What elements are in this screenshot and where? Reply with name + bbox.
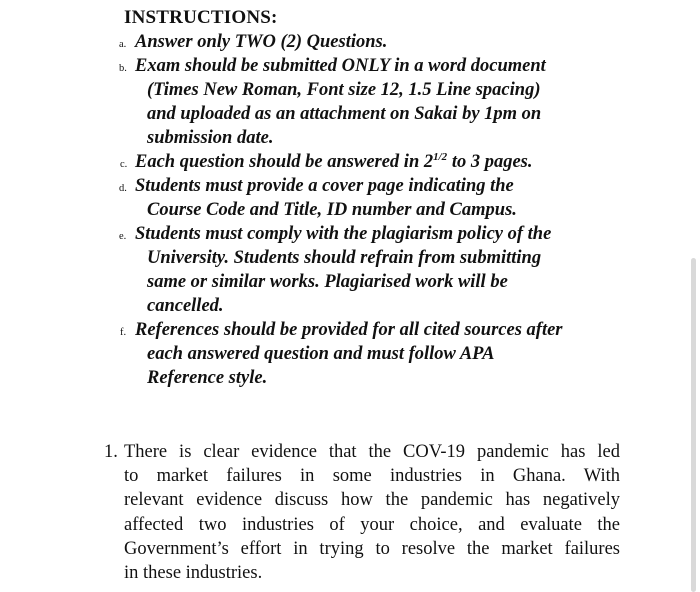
question-number: 1. [104,442,118,462]
instruction-line: same or similar works. Plagiarised work will be [147,272,508,292]
instruction-line: Answer only TWO (2) Questions. [135,32,388,52]
vertical-scrollbar[interactable] [691,258,696,592]
question-line: in these industries. [124,563,263,584]
question-1 [0,440,700,585]
instruction-line: each answered question and must follow APA [147,344,495,364]
instruction-line: Exam should be submitted ONLY in a word document [135,56,546,76]
instructions-heading: INSTRUCTIONS: [124,7,278,28]
instruction-line: submission date. [147,128,274,148]
instruction-line: University. Students should refrain from submitting [147,248,542,268]
instruction-f [0,318,700,390]
instruction-marker: b. [119,63,127,74]
instruction-marker: f. [120,327,127,338]
instruction-line: Course Code and Title, ID number and Campus. [147,200,517,220]
instruction-line: Students must comply with the plagiarism policy of the [135,224,552,244]
instruction-b [0,54,700,150]
instruction-line: (Times New Roman, Font size 12, 1.5 Line spacing) [147,80,541,100]
question-line: affected two industries of your choice, and evaluate the [124,514,620,535]
question-line: There is clear evidence that the COV-19 pandemic has led [124,442,620,462]
instruction-marker: e. [119,231,127,242]
instruction-marker: c. [120,159,128,170]
instruction-text: Each question should be answered in 2 [135,152,434,172]
instruction-line: cancelled. [147,296,224,316]
instruction-line: Reference style. [147,368,268,388]
instruction-marker: d. [119,183,127,194]
instruction-line [0,150,700,174]
instruction-a [0,30,700,54]
instruction-d [0,174,700,222]
instruction-marker: a. [119,39,127,50]
instruction-line: and uploaded as an attachment on Sakai by 1pm on [147,104,542,124]
question-line: relevant evidence discuss how the pandemic has negatively [124,490,620,511]
instruction-line: References should be provided for all cited sources after [135,320,563,340]
instruction-e [0,222,700,318]
instruction-c [0,150,700,174]
question-line: to market failures in some industries in Ghana. With [124,466,620,487]
instruction-line: Students must provide a cover page indicating the [135,176,514,196]
superscript-fraction: 1/2 [433,151,448,163]
question-line: Government’s effort in trying to resolve the market failures [124,538,620,559]
instruction-text: to 3 pages. [447,152,533,172]
